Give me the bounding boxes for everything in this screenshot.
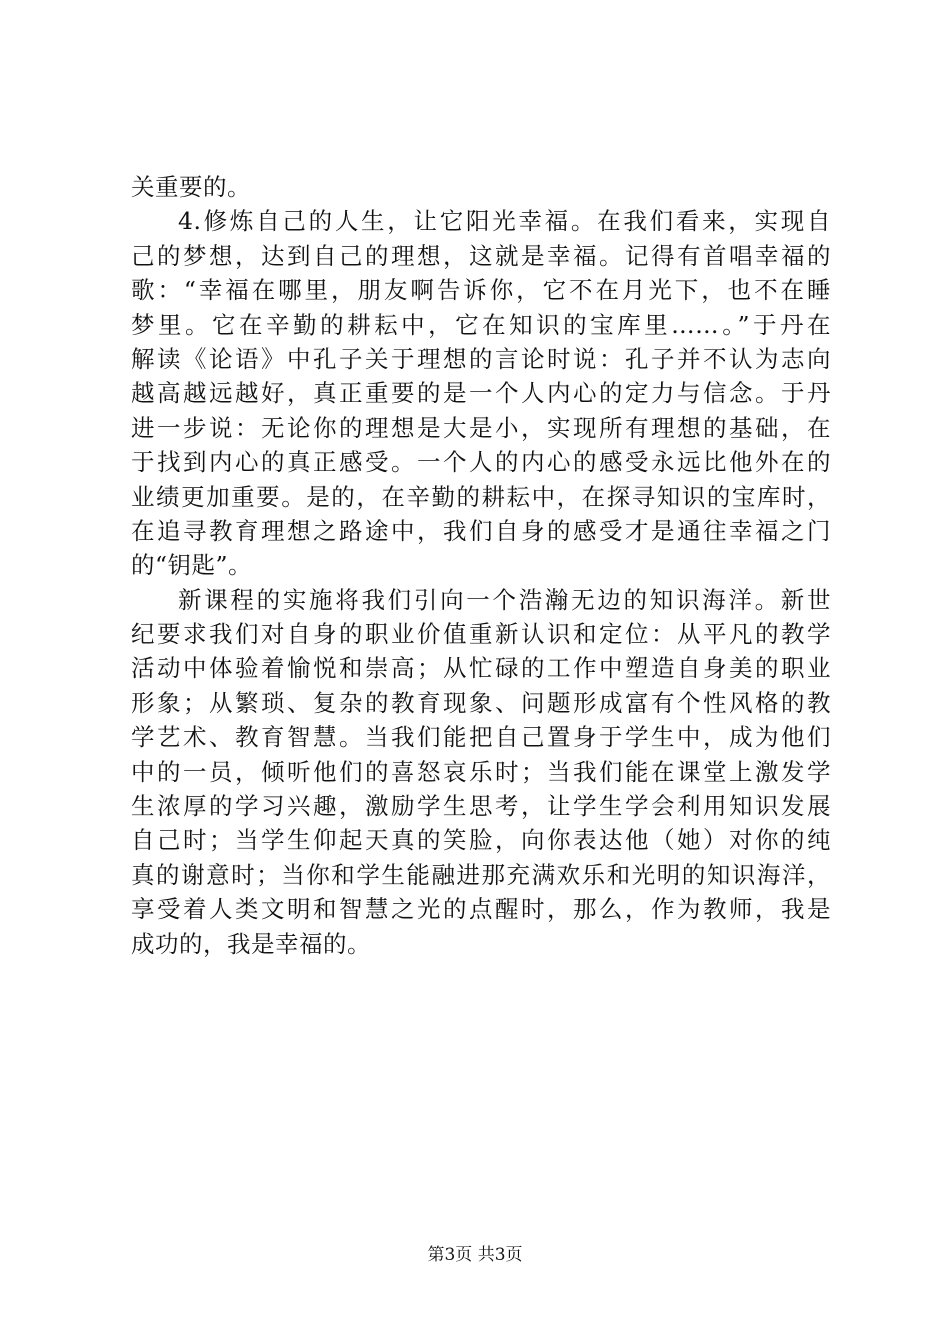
text-line: 成功的，我是幸福的。: [131, 929, 371, 958]
text-line: 进一步说：无论你的理想是大是小，实现所有理想的基础，在: [131, 413, 831, 442]
document-body: [131, 170, 831, 961]
text-line: 新课程的实施将我们引向一个浩瀚无边的知识海洋。新世: [178, 585, 831, 614]
text-line: 的“钥匙”。: [131, 551, 253, 580]
text-line: 歌：“幸福在哪里，朋友啊告诉你，它不在月光下，也不在睡: [131, 276, 831, 305]
text-line: 学艺术、教育智慧。当我们能把自己置身于学生中，成为他们: [131, 723, 831, 752]
text-line: 纪要求我们对自身的职业价值重新认识和定位：从平凡的教学: [131, 620, 831, 649]
text-line: 活动中体验着愉悦和崇高；从忙碌的工作中塑造自身美的职业: [131, 654, 831, 683]
text-line: 关重要的。: [131, 173, 251, 201]
text-line: 真的谢意时；当你和学生能融进那充满欢乐和光明的知识海洋，: [131, 860, 831, 889]
text-line: 于找到内心的真正感受。一个人的内心的感受永远比他外在的: [131, 448, 831, 477]
text-line: 形象；从繁琐、复杂的教育现象、问题形成富有个性风格的教: [131, 688, 831, 717]
text-line: 4.修炼自己的人生，让它阳光幸福。在我们看来，实现自: [178, 207, 831, 236]
page-footer: 第3页 共3页: [427, 1245, 523, 1265]
text-line: 梦里。它在辛勤的耕耘中，它在知识的宝库里……。”于丹在: [131, 310, 831, 339]
text-line: 自己时；当学生仰起天真的笑脸，向你表达他（她）对你的纯: [131, 826, 831, 855]
text-line: 解读《论语》中孔子关于理想的言论时说：孔子并不认为志向: [131, 344, 831, 373]
text-line: 中的一员，倾听他们的喜怒哀乐时；当我们能在课堂上激发学: [131, 757, 831, 786]
text-line: 越高越远越好，真正重要的是一个人内心的定力与信念。于丹: [131, 379, 831, 408]
text-line: 享受着人类文明和智慧之光的点醒时，那么，作为教师，我是: [131, 895, 831, 924]
text-line: 业绩更加重要。是的，在辛勤的耕耘中，在探寻知识的宝库时，: [131, 482, 831, 511]
text-line: 在追寻教育理想之路途中，我们自身的感受才是通往幸福之门: [131, 516, 831, 545]
text-line: 己的梦想，达到自己的理想，这就是幸福。记得有首唱幸福的: [131, 241, 831, 270]
text-line: 生浓厚的学习兴趣，激励学生思考，让学生学会利用知识发展: [131, 792, 831, 821]
